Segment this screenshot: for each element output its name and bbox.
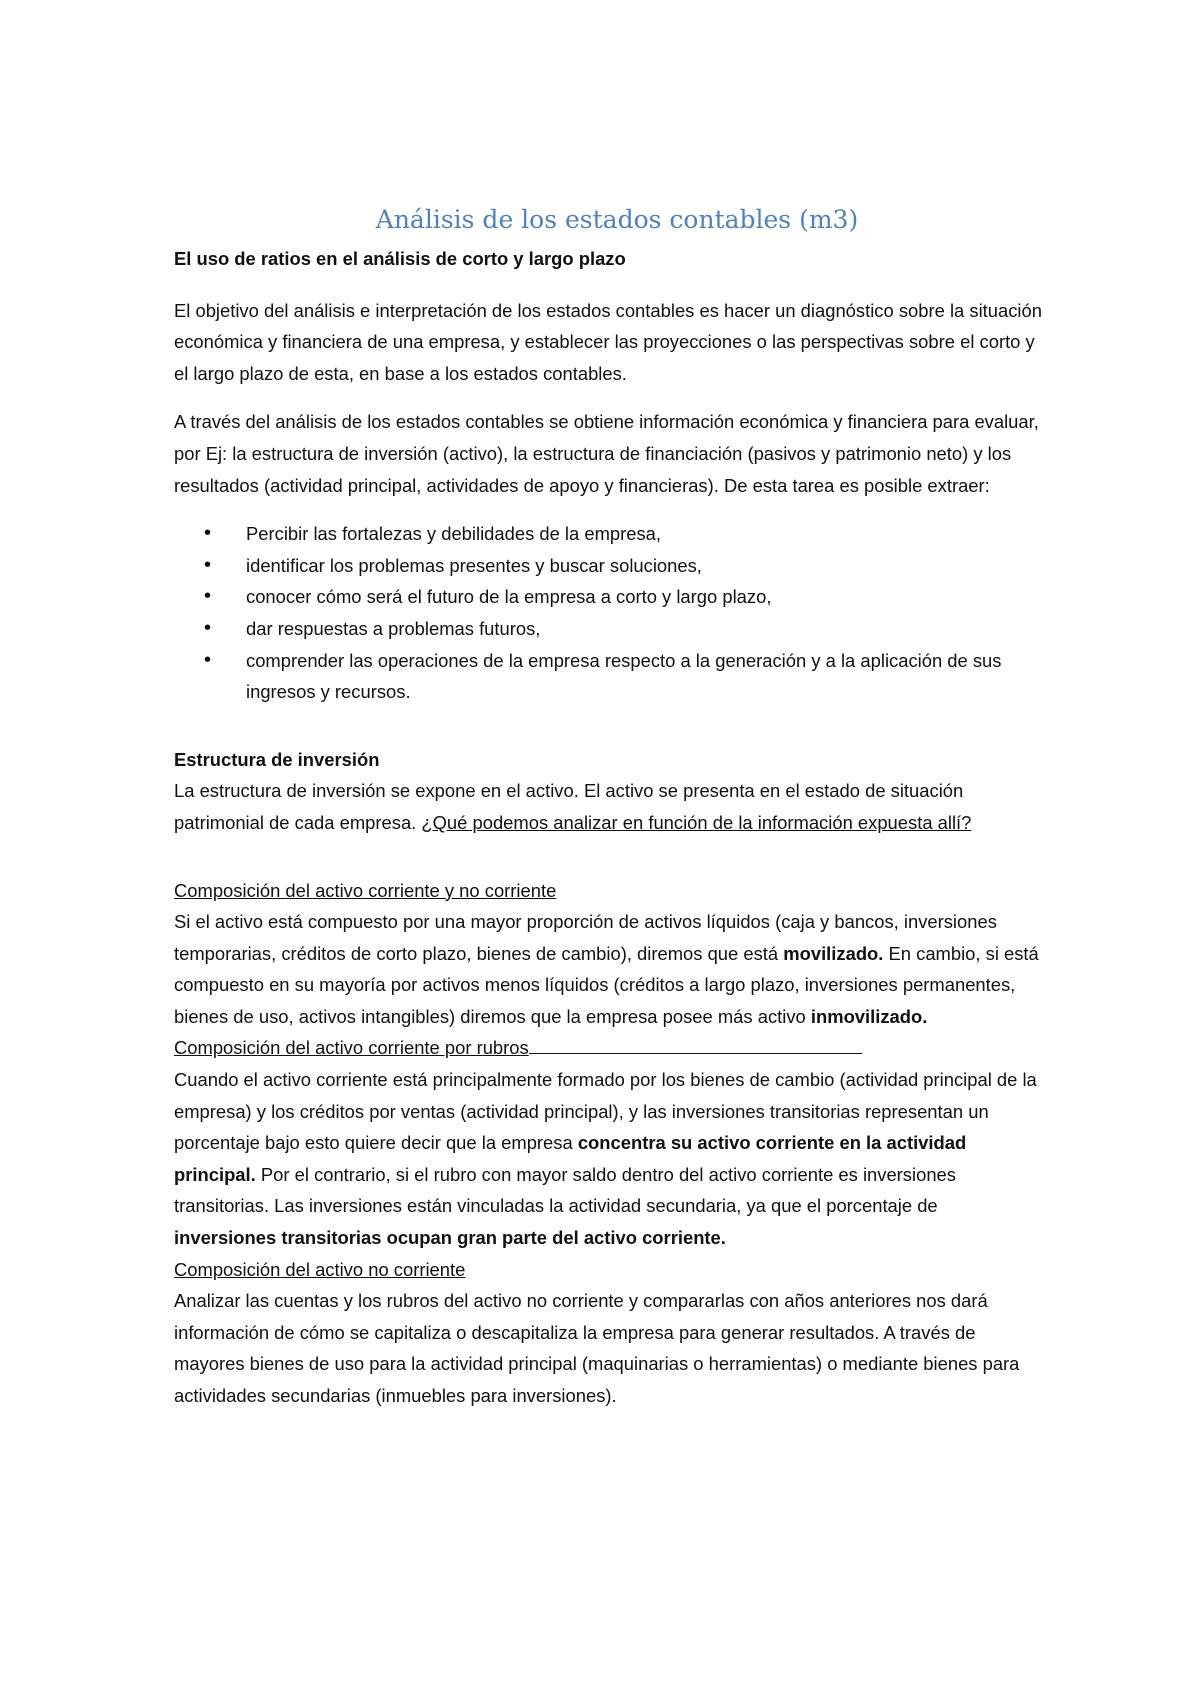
- comp3-paragraph: Analizar las cuentas y los rubros del activo no corriente y compararlas con años anteriores nos dará información de cómo se capitaliza o descapitaliza la empresa para generar resultados. A través de mayores bienes de uso para la actividad principal (maquinarias o herramientas) o mediante bienes para actividades secundarias (inmuebles para inversiones).: [174, 1290, 1020, 1406]
- comp2-bold-1: concentra su activo corriente en la actividad principal.: [174, 1132, 967, 1185]
- heading-underline-extension: [529, 1052, 862, 1054]
- comp1-paragraph: [174, 906, 1044, 1032]
- list-item: • conocer cómo será el futuro de la empresa a corto y largo plazo,: [174, 581, 1044, 613]
- bullet-list: [174, 518, 1044, 708]
- section-heading-comp3: Composición del activo no corriente: [174, 1258, 466, 1280]
- section-heading-comp2-row: [174, 1032, 1044, 1064]
- intro-paragraph: El objetivo del análisis e interpretación de los estados contables es hacer un diagnóstico sobre la situación económica y financiera de una empresa, y establecer las proyecciones o las perspectivas sobre el corto y el largo plazo de esta, en base a los estados contables.: [174, 299, 1042, 384]
- comp1-bold-1: movilizado.: [783, 942, 884, 964]
- comp2-text-1: Cuando el activo corriente está principalmente formado por los bienes de cambio (actividad principal de la empresa) y los créditos por ventas (actividad principal), y las inversiones transitorias representan un porcentaje bajo esto quiere decir que la empresa: [174, 1069, 1037, 1154]
- document-body: [174, 202, 1044, 1412]
- comp1-text-2: En cambio, si está compuesto en su mayoría por activos menos líquidos (créditos a largo plazo, inversiones permanentes, bienes de uso, activos intangibles) diremos que la empresa posee más activo: [174, 942, 1039, 1027]
- estructura-paragraph: [174, 775, 1044, 838]
- document-subtitle: El uso de ratios en el análisis de corto y largo plazo: [174, 248, 626, 269]
- section-heading-comp2: Composición del activo corriente por rubros: [174, 1037, 529, 1059]
- comp1-bold-2: inmovilizado.: [810, 1005, 928, 1027]
- list-item: • identificar los problemas presentes y buscar soluciones,: [174, 550, 1044, 582]
- list-item: • comprender las operaciones de la empresa respecto a la generación y a la aplicación de sus ingresos y recursos.: [174, 645, 1044, 708]
- comp2-text-2: Por el contrario, si el rubro con mayor saldo dentro del activo corriente es inversiones transitorias. Las inversiones están vinculadas la actividad secundaria, ya que el porcentaje de: [174, 1163, 956, 1217]
- estructura-text: La estructura de inversión se expone en el activo. El activo se presenta en el estado de situación patrimonial de cada empresa.: [174, 780, 964, 833]
- comp1-text-1: Si el activo está compuesto por una mayor proporción de activos líquidos (caja y bancos, inversiones temporarias, créditos de corto plazo, bienes de cambio), diremos que está: [174, 911, 997, 964]
- through-paragraph: A través del análisis de los estados contables se obtiene información económica y financiera para evaluar, por Ej: la estructura de inversión (activo), la estructura de financiación (pasivos y patrimonio neto) y los resultados (actividad principal, actividades de apoyo y financieras). De esta tarea es posible extraer:: [174, 411, 1039, 496]
- estructura-question: ¿Qué podemos analizar en función de la información expuesta allí?: [421, 811, 972, 833]
- comp2-paragraph: [174, 1064, 1044, 1254]
- list-item: • dar respuestas a problemas futuros,: [174, 613, 1044, 645]
- list-item: • Percibir las fortalezas y debilidades de la empresa,: [174, 518, 1044, 550]
- document-title: Análisis de los estados contables (m3): [375, 205, 859, 234]
- section-heading-comp1: Composición del activo corriente y no corriente: [174, 879, 557, 901]
- section-heading-estructura: Estructura de inversión: [174, 748, 380, 770]
- comp2-bold-2: inversiones transitorias ocupan gran parte del activo corriente.: [174, 1227, 726, 1249]
